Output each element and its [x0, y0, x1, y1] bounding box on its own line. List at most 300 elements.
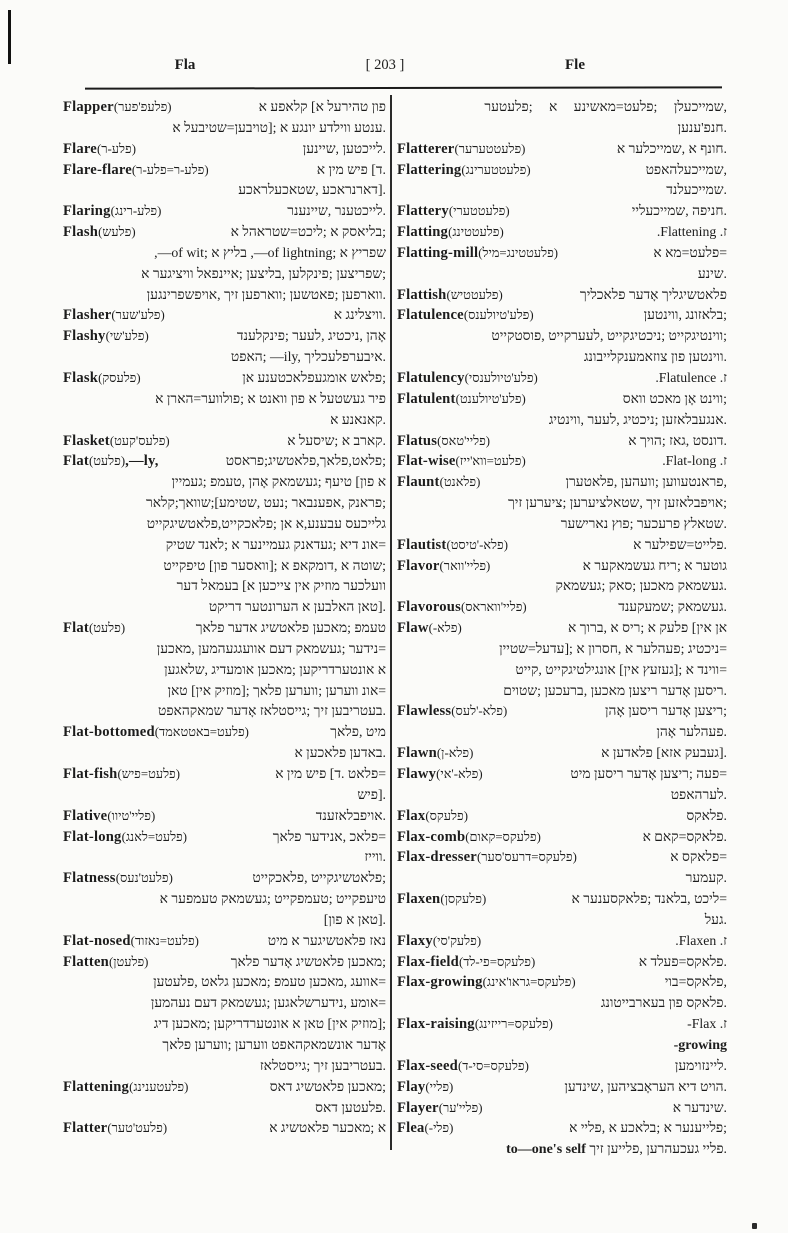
headword: Flaring — [63, 203, 111, 220]
headword-suffix: ,—ly, — [125, 453, 159, 470]
pronunciation: (פלע'טיולענט) — [455, 391, 526, 406]
yiddish-text: חנפ'ענען. — [677, 119, 727, 135]
entry-line — [397, 808, 727, 829]
headword: Flask — [63, 369, 99, 386]
entry-line — [63, 307, 386, 328]
pronunciation: (פלעט=ווא'ייז) — [455, 454, 526, 469]
continuation-line — [63, 912, 386, 933]
entry-line — [397, 141, 727, 162]
pronunciation: (פליי'טיוו) — [107, 808, 156, 823]
headword: Flawy — [397, 766, 437, 782]
headword: Flat-wise — [397, 453, 456, 470]
pronunciation: (פלעטן) — [108, 954, 149, 969]
definition-text — [670, 849, 727, 865]
definition-text — [570, 766, 727, 782]
headword: Flat-fish — [63, 766, 118, 782]
yiddish-text: א ‎פליי, ‎א ‎בלאכע; ‎א ‎פלייענער; — [569, 1120, 727, 1136]
entry-line — [397, 1100, 727, 1121]
continuation-line — [397, 1037, 727, 1058]
guide-word-left: Fla — [174, 57, 196, 73]
yiddish-text: פלאכקייט, ‎פלאטשיגקייט; — [252, 870, 386, 886]
entry-line — [63, 933, 386, 954]
headword: Flavorous — [397, 599, 461, 616]
yiddish-text: א ‎פלעט=מא= — [653, 244, 727, 260]
definition-text — [686, 870, 727, 886]
yiddish-text: פלעטער; ‎א ‎פלעט=מאשינע; ‎שמייכעלן, — [484, 99, 727, 114]
definition-text — [643, 829, 727, 845]
definition-text — [160, 891, 386, 907]
definition-text — [231, 349, 386, 365]
headword: Flatulent — [397, 390, 456, 407]
definition-text — [675, 1058, 727, 1074]
headword: Flax-growing — [397, 974, 483, 991]
yiddish-text: פוסטקייט, ‎לעערקייט, ‎ניכטיגקייט; ‎ווינטיגקייט; — [491, 328, 727, 344]
yiddish-text: ז. Flat-long. — [662, 453, 727, 469]
entry-line — [397, 391, 727, 412]
pronunciation: (פלעטטינג) — [448, 225, 504, 240]
definition-text — [324, 912, 386, 928]
definition-text — [515, 662, 727, 678]
yiddish-text: א ‎קלאפע ‎[א ‎טהירעל ‎פון — [258, 99, 386, 114]
continuation-line — [63, 849, 386, 870]
yiddish-text: א ‎פלייט=שפילער. — [633, 536, 727, 552]
entry-line — [63, 1079, 386, 1100]
definition-text — [564, 1079, 727, 1095]
yiddish-text: געמיין; ‎טעמפ, ‎אָהן ‎געשמאק; ‎טיעף ‎[פון ‎א — [171, 474, 386, 490]
yiddish-text: פלאך ‎אָדער ‎פלאטשיג ‎מאכען; — [230, 953, 386, 969]
continuation-line — [397, 120, 727, 141]
headword: Flax-field — [397, 953, 459, 970]
yiddish-text: נעהמען ‎דעם ‎געשמאק; ‎נידערשלאגען, ‎אומע= — [150, 995, 386, 1011]
entry-line — [397, 433, 727, 454]
entry-line — [397, 287, 727, 308]
yiddish-text: נארישער ‎פוץ; ‎פרעכער ‎שטאלץ. — [560, 515, 727, 531]
pronunciation: (פלעסק) — [98, 370, 141, 385]
continuation-line — [63, 474, 386, 495]
continuation-line — [63, 412, 386, 433]
entry-line — [63, 829, 386, 850]
definition-text — [632, 203, 727, 219]
definition-text — [605, 703, 727, 719]
yiddish-text: א ‎שינדער. — [672, 1099, 727, 1115]
yiddish-text: דריקט ‎הערונטער ‎א ‎האלבען ‎טאן]. — [208, 599, 386, 615]
headword: Flaunt — [397, 474, 440, 491]
definition-text — [555, 578, 727, 594]
entry-line — [63, 99, 386, 120]
definition-text — [164, 662, 386, 678]
headword: Flasket — [63, 432, 110, 449]
yiddish-text: אָהן ‎פעהלער. — [656, 724, 727, 740]
definition-text — [583, 558, 727, 574]
continuation-line — [63, 662, 386, 683]
continuation-line — [63, 349, 386, 370]
definition-text — [568, 620, 727, 636]
definition-text — [317, 162, 386, 178]
entry-line — [63, 203, 386, 224]
entry-line — [397, 370, 727, 391]
definition-text — [357, 787, 386, 803]
definition-text — [491, 328, 727, 344]
yiddish-text: זיך ‎ציערען; ‎שטאלציערען, ‎זיך ‎אויפבלאזען; — [507, 495, 727, 511]
definition-text — [666, 182, 727, 198]
yiddish-text: שמייכעלהאפט, — [645, 161, 727, 177]
entry-line — [397, 974, 727, 995]
yiddish-text: קעמער. — [685, 870, 727, 886]
yiddish-text: א ‎מין ‎פיש ‎[ד. ‎פלאט= — [275, 766, 386, 781]
yiddish-text: שמעקענד; ‎געשמאק. — [618, 599, 727, 615]
pronunciation: (פלע-ר) — [96, 141, 136, 156]
continuation-line — [397, 328, 727, 349]
headword: Flavor — [397, 557, 440, 574]
definition-text — [259, 99, 386, 115]
entry-line — [397, 766, 727, 787]
definition-text — [330, 724, 386, 740]
yiddish-text: א ‎פלאכען ‎באדען. — [294, 745, 386, 761]
definition-text — [231, 954, 386, 970]
column-divider — [390, 95, 392, 1150]
headword: Flash — [63, 224, 99, 241]
yiddish-text: שמייכעלנד. — [666, 182, 727, 198]
definition-text — [675, 933, 727, 949]
definition-text — [572, 891, 727, 907]
pronunciation: (פלעט=נאזוד) — [130, 933, 199, 948]
pronunciation: (פלעט) — [88, 621, 126, 636]
definition-text — [196, 620, 386, 636]
entry-line — [397, 703, 727, 724]
continuation-line — [63, 516, 386, 537]
yiddish-text: א ‎ליכט=שטראהל; ‎א ‎בליאסק; — [230, 224, 386, 240]
headword: Flaxy — [397, 932, 433, 949]
pronunciation: (פלעט=באטטאמד) — [154, 725, 249, 740]
entry-line — [397, 1120, 727, 1141]
yiddish-text: א ‎וויצלינג. — [333, 307, 386, 323]
headword: Flatterer — [397, 140, 455, 157]
headword: Flattery — [397, 203, 449, 220]
definition-text — [171, 474, 386, 490]
definition-text — [316, 808, 386, 824]
pronunciation: (פלע'שי) — [105, 329, 149, 344]
yiddish-text: גייסטלאז; ‎זיך ‎בעטריבען. — [259, 1057, 386, 1073]
continuation-line — [63, 391, 386, 412]
yiddish-text: אויפשפרינגען, ‎זיך ‎ווארפען; ‎פאטשען; ‎ווארפען. — [146, 286, 386, 302]
entry-line — [397, 954, 727, 975]
yiddish-text: וואס ‎מאכט ‎אָן ‎ווינט; — [622, 390, 727, 406]
definition-text — [673, 1100, 727, 1116]
pronunciation: (פלאנט) — [439, 475, 481, 490]
continuation-line — [397, 1141, 727, 1162]
headword: Flattering — [397, 161, 462, 178]
headword: Flare-flare — [63, 161, 132, 178]
pronunciation: (פלע-ר=פלע-ר) — [131, 162, 209, 177]
definition-text — [146, 495, 386, 511]
headword: Flatulence — [397, 307, 464, 324]
inline-english-phrase: to—one's self — [506, 1142, 590, 1158]
headword: Flatness — [63, 870, 116, 887]
headword: Flax-raising — [397, 1016, 475, 1033]
yiddish-text: א ‎פלאקס= — [670, 849, 727, 865]
pronunciation: (פלעפ'פער) — [113, 100, 172, 114]
definition-text — [147, 516, 386, 532]
definition-text — [657, 224, 727, 240]
yiddish-text: א ‎געשמאקער ‎ריח; ‎א ‎גוטער — [582, 557, 727, 573]
definition-text — [238, 182, 386, 198]
definition-text — [618, 599, 727, 615]
yiddish-text: ,—of ‎wit; ‎א ‎בליץ ‎,—of ‎lightning; ‎א ‎שפריץ — [154, 244, 386, 260]
continuation-line — [397, 182, 727, 203]
pronunciation: (פלע'טיולענסי) — [464, 370, 538, 385]
entry-line — [397, 849, 727, 870]
entry-line — [63, 808, 386, 829]
yiddish-text: א ‎פלאקס=פעלד. — [638, 953, 727, 969]
right-column — [397, 99, 727, 1162]
entry-line — [397, 891, 727, 912]
yiddish-text: א ‎שמייכלער, ‎א ‎חונף. — [616, 140, 727, 156]
headword: Flatten — [63, 953, 109, 970]
continuation-line — [63, 245, 386, 266]
pronunciation: (פלעטטערער) — [454, 141, 526, 156]
definition-text — [656, 724, 727, 740]
yiddish-text: עדעל=שטיין]; ‎א ‎חסרון, ‎א ‎פעהלער; ‎ניכטיג= — [499, 640, 727, 656]
definition-text — [242, 370, 386, 386]
yiddish-text: א ‎פלאדען ‎[אזא ‎געבעק]. — [601, 745, 727, 761]
yiddish-text: א ‎ברוך, ‎א ‎ריס; ‎א ‎פלעק ‎[אין ‎אן — [568, 620, 727, 636]
entry-line — [397, 620, 727, 641]
definition-text — [662, 453, 727, 469]
yiddish-text: א ‎פלאקסענער; ‎בלאנד, ‎ליכט= — [571, 891, 727, 907]
definition-text — [508, 495, 727, 511]
continuation-line — [397, 662, 727, 683]
yiddish-text: א ‎פולווער=הארן; ‎א ‎וואנט ‎פון ‎א ‎געשטעל ‎פיר — [155, 390, 386, 406]
yiddish-text: דיג ‎מאכען; ‎אונטערדריקען ‎א ‎טאן ‎[אין ‎מוזיק]; — [153, 1016, 386, 1032]
definition-text — [639, 954, 727, 970]
headword: Flat-bottomed — [63, 724, 155, 741]
yiddish-text: א ‎טויבען=שטיבעל]; ‎א ‎יונגע ‎ווילדע ‎ענטע. — [172, 119, 386, 135]
yiddish-text: פלאך ‎ווערען; ‎ווערען ‎אונשמאקהאפט ‎אָדער — [162, 1036, 386, 1052]
continuation-line — [397, 412, 727, 433]
definition-text — [294, 745, 386, 761]
headword: Flat-long — [63, 828, 122, 845]
pronunciation: (פלעטטינג=מיל) — [478, 245, 559, 260]
pronunciation: (פלעקס=רייזינג) — [474, 1017, 553, 1032]
yiddish-text: אָהן ‎ריסען ‎אָדער ‎ריצען; — [605, 703, 727, 719]
continuation-line — [63, 599, 386, 620]
yiddish-text: לערהאפט. — [670, 786, 727, 802]
continuation-line — [63, 182, 386, 203]
headword: Flat — [63, 453, 89, 470]
yiddish-text: פלאך, ‎מיט — [330, 724, 386, 740]
yiddish-text: צוזאמענקלייבונג ‎פון ‎ווינטען. — [583, 349, 727, 365]
headword: Flat-nosed — [63, 932, 131, 949]
entry-line — [397, 537, 727, 558]
definition-text — [270, 1079, 386, 1095]
yiddish-text: ז. Flattening. — [656, 224, 727, 240]
definition-text — [269, 1120, 386, 1136]
yiddish-text: ז. Flaxen. — [675, 932, 727, 948]
yiddish-text: פלאכליך ‎אָדער ‎פלאטשיגליך — [579, 286, 727, 302]
definition-text — [237, 328, 386, 344]
pronunciation: (פלע'שער) — [111, 308, 165, 323]
entry-line — [63, 328, 386, 349]
entry-line — [397, 558, 727, 579]
definition-text — [499, 641, 727, 657]
continuation-line — [397, 641, 727, 662]
definition-text — [287, 433, 386, 449]
continuation-line — [397, 870, 727, 891]
definition-text — [162, 1037, 386, 1053]
definition-text — [260, 1058, 386, 1074]
definition-text — [633, 537, 727, 553]
yiddish-text: א ‎טעמפער ‎געשמאק; ‎טעמפקייט; ‎טיעפקייט — [159, 891, 386, 907]
yiddish-text: זיך ‎פלייען, ‎געכעהרען ‎פליי. — [589, 1141, 727, 1157]
continuation-line — [63, 537, 386, 558]
definition-text — [364, 849, 386, 865]
definition-text — [166, 537, 386, 553]
definition-text — [252, 870, 386, 886]
definition-text — [628, 433, 727, 449]
yiddish-text: שינע. — [697, 265, 727, 281]
definition-text — [287, 203, 386, 219]
yiddish-text: פלאקס=בוי, — [664, 974, 727, 990]
yiddish-text: געשמאק; ‎סאק; ‎מאכען ‎געשמאק. — [555, 578, 727, 594]
pronunciation: (פליי'ער) — [438, 1100, 483, 1115]
headword: Flative — [63, 807, 108, 824]
pronunciation: (פלעטענינג) — [129, 1079, 189, 1094]
definition-text — [177, 578, 386, 594]
yiddish-text: א ‎וויציגער ‎איינפאל; ‎בליצען, ‎פינקלען; ‎שפריצען; — [141, 265, 386, 281]
definition-text — [147, 287, 386, 303]
entry-line — [397, 1079, 727, 1100]
yiddish-text: קייט, ‎אונגילטיגקייט ‎[אין ‎געזעץ]; ‎א ‎ווינד= — [515, 661, 727, 677]
pronunciation: (פלעקס=סי-ד) — [457, 1058, 529, 1073]
definition-text — [330, 412, 386, 428]
definition-text — [506, 1141, 727, 1158]
headword: Flayer — [397, 1099, 439, 1116]
pronunciation: (פלי-) — [424, 1121, 454, 1136]
left-column — [63, 99, 386, 1141]
yiddish-text: בעארבייטונג ‎פון ‎פלאקס. — [600, 995, 727, 1011]
continuation-line — [397, 99, 727, 120]
pronunciation: (פלעט'נעס) — [115, 871, 173, 886]
continuation-line — [397, 495, 727, 516]
yiddish-text: [פון ‎א ‎טאן]. — [323, 911, 386, 927]
yiddish-text: האפט; ‎—ily, ‎איבערפלעכליך. — [230, 349, 386, 365]
headword: Flax-seed — [397, 1057, 458, 1074]
entry-line — [397, 745, 727, 766]
definition-text — [226, 453, 386, 469]
headword: Flatting — [397, 224, 449, 241]
headword: Flare — [63, 140, 97, 157]
yiddish-text: א ‎הויך; ‎גאז, ‎דונסט. — [628, 432, 727, 448]
pronunciation: (פלע-רינג) — [110, 204, 162, 219]
definition-text — [209, 599, 386, 615]
pronunciation: (פלעס'קעט) — [109, 433, 170, 448]
entry-line — [397, 1016, 727, 1037]
headword: Flawn — [397, 745, 437, 762]
entry-line — [397, 474, 727, 495]
entry-line — [63, 954, 386, 975]
continuation-line — [397, 912, 727, 933]
page-number: [ 203 ] — [365, 57, 405, 73]
pronunciation: (פלעקס=קאום) — [465, 829, 541, 844]
continuation-line — [63, 683, 386, 704]
entry-line — [397, 224, 727, 245]
entry-line — [63, 370, 386, 391]
guide-word-right: Fle — [565, 57, 585, 73]
definition-text — [157, 641, 386, 657]
yiddish-text: ווינטען, ‎בלאזונג; — [643, 307, 727, 323]
continuation-line — [63, 266, 386, 287]
yiddish-text: שיינען, ‎לייכטען. — [302, 140, 386, 156]
definition-text — [231, 224, 386, 240]
definition-text — [151, 995, 386, 1011]
definition-text — [154, 1016, 386, 1032]
definition-text — [584, 349, 727, 365]
yiddish-text: שיינענר, ‎לייכטענר. — [287, 203, 386, 219]
entry-line — [63, 620, 386, 641]
definition-text — [698, 266, 727, 282]
yiddish-text: א ‎שיסעל; ‎א ‎קארב. — [287, 432, 386, 448]
entry-line — [63, 1120, 386, 1141]
yiddish-text: געל. — [704, 911, 727, 927]
continuation-line — [397, 516, 727, 537]
entry-line — [397, 162, 727, 183]
yiddish-text: דער ‎בעמאל ‎[א ‎צייכען ‎אין ‎מוזיק ‎וועלכער — [176, 578, 386, 594]
pronunciation: (פלעט) — [88, 454, 126, 469]
pronunciation: (פליי) — [425, 1079, 454, 1094]
definition-text — [671, 787, 727, 803]
binding-mark — [8, 10, 11, 64]
continuation-line — [63, 974, 386, 995]
yiddish-text: ז. Flatulence. — [655, 369, 727, 385]
pronunciation: (פלעק'סי) — [432, 933, 482, 948]
continuation-line — [63, 287, 386, 308]
headword: Flay — [397, 1078, 426, 1095]
yiddish-text: שמייכעליי, ‎חניפה. — [631, 203, 727, 219]
yiddish-text: פינקלענד; ‎לעער, ‎ניכטיג, ‎אָהן — [236, 328, 386, 344]
entry-line — [63, 224, 386, 245]
definition-text — [154, 245, 386, 261]
continuation-line — [63, 995, 386, 1016]
definition-text — [561, 516, 727, 532]
pronunciation: (פלעט=לאנג) — [121, 829, 188, 844]
yiddish-text: א ‎קאנאנע. — [330, 411, 386, 427]
pronunciation: (פליי'טאס) — [437, 433, 491, 448]
yiddish-text: ווייז. — [364, 849, 386, 865]
definition-text — [655, 370, 727, 386]
definition-text — [623, 391, 727, 407]
continuation-line — [63, 703, 386, 724]
continuation-line — [397, 266, 727, 287]
scan-speck — [752, 1223, 757, 1229]
pronunciation: (פלא-ן) — [436, 746, 474, 761]
continuation-line — [397, 724, 727, 745]
entry-line — [63, 453, 386, 474]
definition-text — [163, 558, 386, 574]
headword: Flat — [63, 620, 89, 637]
entry-line — [397, 933, 727, 954]
yiddish-text: שטוים; ‎ברעכען, ‎מאכען ‎ריצען ‎אָדער ‎ריסען. — [503, 682, 727, 698]
continuation-line — [397, 349, 727, 370]
continuation-line — [63, 578, 386, 599]
headword: Flattening — [63, 1078, 130, 1095]
headword: Flattish — [397, 286, 447, 303]
definition-text — [687, 1016, 727, 1032]
pronunciation: (פלעט=פיש) — [117, 767, 181, 781]
entry-line — [397, 307, 727, 328]
yiddish-text: דאס ‎פלאטשיג ‎מאכען; — [269, 1078, 386, 1094]
definition-text — [275, 766, 386, 782]
pronunciation: (פלעקס) — [425, 808, 468, 823]
